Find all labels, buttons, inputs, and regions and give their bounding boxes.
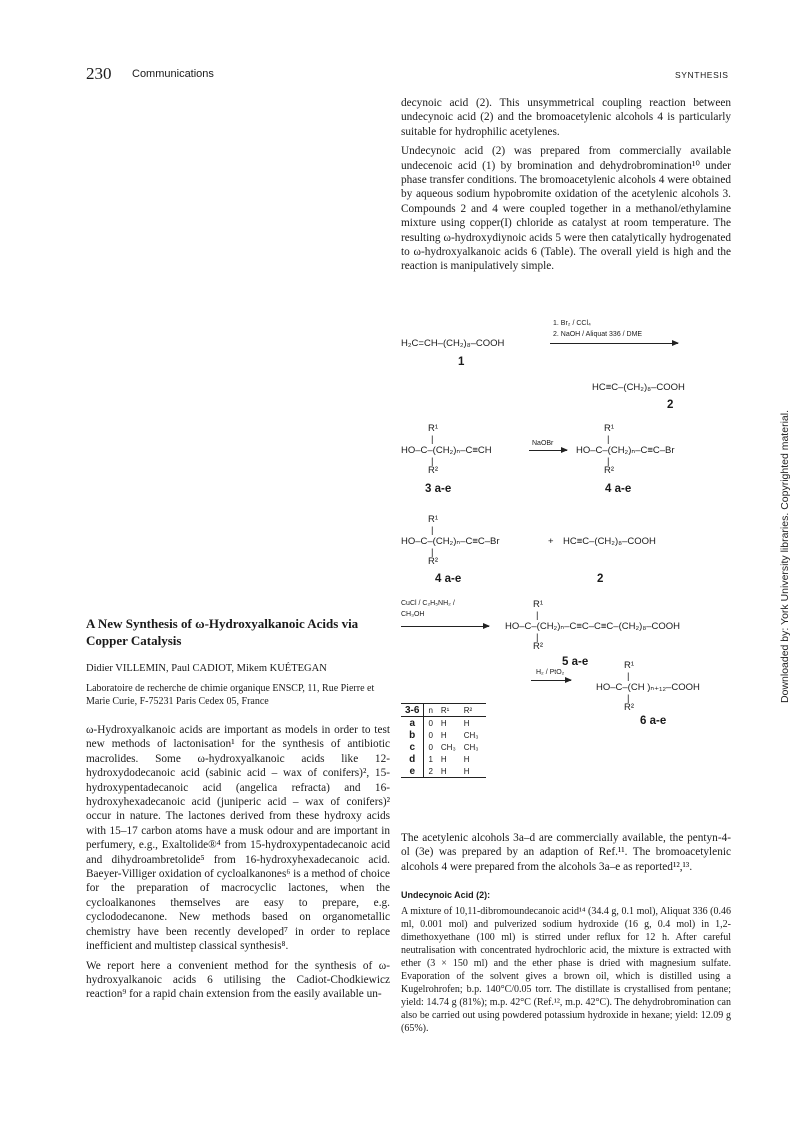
bond-line: | bbox=[627, 693, 630, 704]
table-cell: H bbox=[463, 754, 470, 764]
lower-right-text bbox=[401, 831, 731, 1035]
table-cell: d bbox=[401, 753, 424, 765]
reaction5-condition: H₂ / PtO₂ bbox=[536, 669, 565, 676]
compound-4-formula: HO–C–(CH₂)ₙ–C≡C–Br bbox=[576, 445, 675, 456]
table-cell: e bbox=[401, 765, 424, 778]
substituent-r1: R¹ bbox=[533, 599, 544, 610]
paragraph: The acetylenic alcohols 3a–d are commercially available, the pentyn-4-ol (3e) was prepared by an adaption of Ref.¹¹. The bromoacetylenic alcohols 4 were prepared from the alcohols 3a–e as reported¹²,¹³. bbox=[401, 832, 731, 873]
download-notice: Downloaded by: York University libraries. Copyrighted material. bbox=[779, 410, 791, 703]
table-header: n bbox=[428, 705, 433, 715]
compound-2-label: 2 bbox=[667, 399, 674, 411]
table-header: 3-6 bbox=[401, 704, 424, 717]
table-cell: c bbox=[401, 741, 424, 753]
table-row bbox=[401, 717, 486, 730]
bond-line: | bbox=[536, 610, 539, 621]
table-cell: 2 bbox=[428, 766, 433, 776]
table-cell: CH₃ bbox=[463, 730, 479, 740]
table-row bbox=[401, 741, 486, 753]
table-cell: H bbox=[440, 754, 447, 764]
substituent-r1: R¹ bbox=[428, 514, 439, 525]
compound-5-label: 5 a-e bbox=[562, 656, 589, 668]
table-cell: 0 bbox=[428, 718, 433, 728]
article-title: A New Synthesis of ω-Hydroxyalkanoic Acids via Copper Catalysis bbox=[86, 616, 359, 648]
left-column-body bbox=[86, 723, 390, 1002]
table-row bbox=[401, 729, 486, 741]
compound-1-label: 1 bbox=[458, 356, 465, 368]
substituent-r1: R¹ bbox=[624, 660, 635, 671]
table-cell: 0 bbox=[428, 730, 433, 740]
section-title: Communications bbox=[132, 68, 214, 80]
plus-sign: + bbox=[548, 536, 554, 547]
table-cell: H bbox=[440, 766, 447, 776]
substituent-table-wrapper bbox=[401, 703, 486, 778]
reaction5-arrow bbox=[531, 680, 571, 681]
table-header-row bbox=[401, 704, 486, 717]
paragraph: Undecynoic acid (2) was prepared from commercially available undecenoic acid (1) by bromination and dehydrobromination¹⁰ under phase transfer conditions. The bromoacetylenic alcohols 4 were obtained by aqueous sodium hypobromite oxidation of the acetylenic alcohols 3. Compounds 2 and 4 were coupled together in a methanol/ethylamine mixture using copper(I) chloride as catalyst at room temperature. The resulting ω-hydroxydiynoic acids 5 were then catalytically hydrogenated to ω-hydroxyalkanoic acids 6 (Table). The overall yield is high and the reaction is manipulatively simple. bbox=[401, 145, 731, 273]
compound-3-label: 3 a-e bbox=[425, 483, 452, 495]
bond-line: | bbox=[607, 456, 610, 467]
substituent-r1: R¹ bbox=[428, 423, 439, 434]
substituent-r2: R² bbox=[428, 465, 439, 476]
reaction1-condition-2: 2. NaOH / Aliquat 336 / DME bbox=[553, 331, 643, 338]
bond-line: | bbox=[431, 434, 434, 445]
page-number: 230 bbox=[86, 64, 112, 83]
journal-name: SYNTHESIS bbox=[675, 70, 729, 80]
compound-6-label: 6 a-e bbox=[640, 715, 667, 727]
table-header: R¹ bbox=[440, 705, 450, 715]
compound-6-formula: HO–C–(CH )ₙ₊₁₂–COOH bbox=[596, 682, 700, 693]
reaction2-arrow bbox=[529, 450, 567, 451]
bond-line: | bbox=[607, 434, 610, 445]
substituent-r2: R² bbox=[533, 641, 544, 652]
table-row bbox=[401, 753, 486, 765]
compound-4-label: 4 a-e bbox=[435, 573, 462, 585]
reaction2-reagent: NaOBr bbox=[532, 440, 554, 447]
table-cell: b bbox=[401, 729, 424, 741]
table-cell: H bbox=[440, 730, 447, 740]
article-authors: Didier VILLEMIN, Paul CADIOT, Mikem KUÉTEGAN bbox=[86, 663, 327, 674]
table-row bbox=[401, 765, 486, 778]
paragraph: ω-Hydroxyalkanoic acids are important as models in order to test new methods of lactonisation¹ for the synthesis of antibiotic macrolides. Some ω-hydroxyalkanoic acids like 12-hydroxydodecanoic acid (sabinic acid – wax of conifers)², 15-hydroxypentadecanoic acid (angelica refracta) and 16-hydroxyhexadecanoic acid (juniperic acid – wax of conifers)² occur in nature. The lactones derived from these hydroxy acids with 15–17 carbon atoms have a musk odour and are important in perfumery, e.g., Exaltolide®⁴ from 15-hydroxypentadecanoic acid and dihydroambretolide⁵ from 16-hydroxyhexadecanoic acid. Baeyer-Villiger oxidation of cycloalkanones⁶ is a method of choice for the preparation of macrocyclic lactones, when the cycloalkanones themselves are easy to prepare, e.g. cyclododecanone. New methods based on organometallic chemistry have been recently developed⁷ in order to replace inefficient and multistep classical synthesis⁸. bbox=[86, 724, 390, 953]
right-column-intro bbox=[401, 96, 731, 274]
table-cell: a bbox=[401, 717, 424, 730]
compound-4-label: 4 a-e bbox=[605, 483, 632, 495]
table-cell: H bbox=[463, 718, 470, 728]
table-cell: H bbox=[440, 718, 447, 728]
compound-4-formula: HO–C–(CH₂)ₙ–C≡C–Br bbox=[401, 536, 500, 547]
bond-line: | bbox=[431, 547, 434, 558]
table-cell: CH₃ bbox=[463, 742, 479, 752]
compound-2-formula: HC≡C–(CH₂)₈–COOH bbox=[563, 536, 656, 547]
compound-1-formula: H₂C=CH–(CH₂)₈–COOH bbox=[401, 338, 505, 349]
compound-2-label: 2 bbox=[597, 573, 604, 585]
reaction4-arrow bbox=[401, 626, 489, 627]
table-cell: H bbox=[463, 766, 470, 776]
table-cell: 0 bbox=[428, 742, 433, 752]
substituent-r1: R¹ bbox=[604, 423, 615, 434]
bond-line: | bbox=[431, 456, 434, 467]
bond-line: | bbox=[431, 525, 434, 536]
paragraph: We report here a convenient method for the synthesis of ω-hydroxyalkanoic acids 6 utilising the Cadiot-Chodkiewicz reaction⁹ for a rapid chain extension from the easily available un- bbox=[86, 959, 390, 1001]
substituent-r2: R² bbox=[624, 702, 635, 713]
compound-2-formula: HC≡C–(CH₂)₈–COOH bbox=[592, 382, 685, 393]
table-cell: CH₃ bbox=[440, 742, 456, 752]
reaction4-condition-1: CuCl / C₂H₅NH₂ / bbox=[401, 600, 455, 607]
substituent-table bbox=[401, 703, 486, 778]
bond-line: | bbox=[627, 671, 630, 682]
substituent-r2: R² bbox=[428, 556, 439, 567]
reaction1-condition-1: 1. Br₂ / CCl₄ bbox=[553, 320, 591, 327]
reaction4-condition-2: CH₃OH bbox=[401, 611, 425, 618]
reaction1-arrow bbox=[550, 343, 678, 344]
experimental-heading: Undecynoic Acid (2): bbox=[401, 890, 491, 901]
paragraph: decynoic acid (2). This unsymmetrical coupling reaction between undecynoic acid (2) and the bromoacetylenic alcohols 4 is particularly suitable for hydrophilic acetylenes. bbox=[401, 97, 731, 138]
compound-3-formula: HO–C–(CH₂)ₙ–C≡CH bbox=[401, 445, 492, 456]
substituent-r2: R² bbox=[604, 465, 615, 476]
bond-line: | bbox=[536, 632, 539, 643]
table-header: R² bbox=[463, 705, 473, 715]
compound-5-formula: HO–C–(CH₂)ₙ–C≡C–C≡C–(CH₂)₈–COOH bbox=[505, 621, 681, 632]
article-affiliation: Laboratoire de recherche de chimie organique ENSCP, 11, Rue Pierre et Marie Curie, F-75231 Paris Cedex 05, France bbox=[86, 683, 375, 707]
experimental-text: A mixture of 10,11-dibromoundecanoic acid¹⁴ (34.4 g, 0.1 mol), Aliquat 336 (0.46 ml, 0.001 mol) and pulverized sodium hydroxide (16 g, 0.4 mol) in 1,2-dimethoxyethane (100 ml) is stirred under reflux for 12 h. After careful neutralisation with concentrated hydrochloric acid, the mixture is extracted with ether (3 × 150 ml) and the ether phase is dried with magnesium sulfate. Evaporation of the solvent gives a brown oil, which is distilled using a Kugelrohrofen; b.p. 140°C/0.05 torr. The distillate is crystallised from pentane; yield: 14.74 g (81%); m.p. 42°C (Ref.¹², m.p. 42°C). The dehydrobromination can also be carried out using powdered potassium hydroxide in hexane; yield: 12.09 g (65%). bbox=[401, 905, 731, 1034]
table-cell: 1 bbox=[428, 754, 433, 764]
